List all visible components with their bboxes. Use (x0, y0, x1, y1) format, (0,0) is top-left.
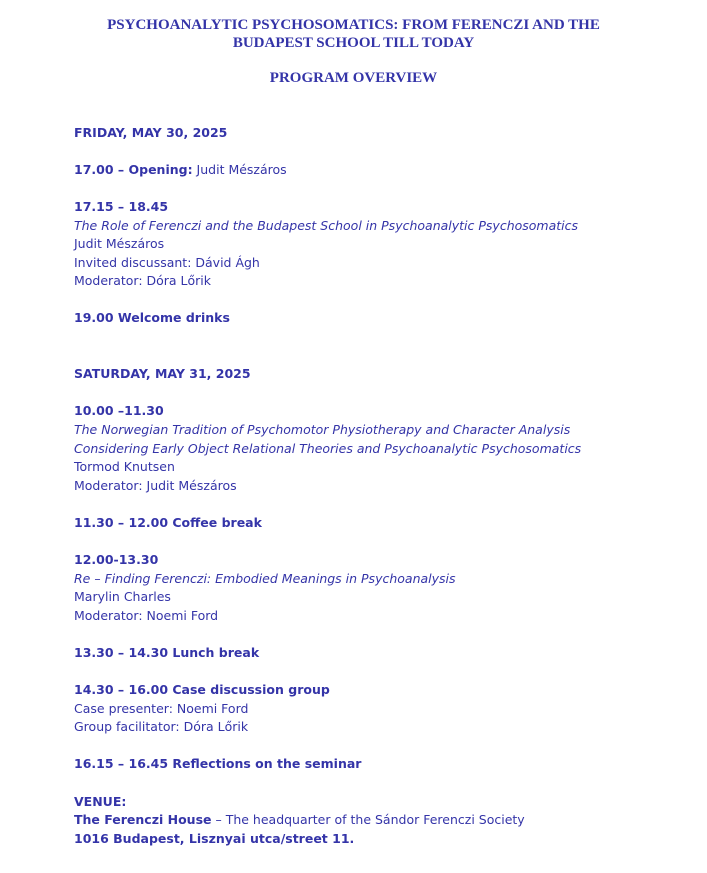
document-title-line-1: PSYCHOANALYTIC PSYCHOSOMATICS: FROM FERENCZI AND THE (107, 17, 600, 33)
session3-title: Re – Finding Ferenczi: Embodied Meanings in Psychoanalysis (74, 571, 456, 586)
session3-speaker: Marylin Charles (74, 589, 171, 604)
lunch-break: 13.30 – 14.30 Lunch break (74, 645, 260, 660)
session1-speaker: Judit Mészáros (74, 236, 165, 251)
opening-speaker: Judit Mészáros (192, 162, 287, 177)
session2-speaker: Tormod Knutsen (74, 459, 175, 474)
program-overview-heading: PROGRAM OVERVIEW (269, 70, 438, 86)
opening-time: 17.00 – Opening: (74, 162, 193, 177)
friday-heading: FRIDAY, MAY 30, 2025 (74, 125, 228, 140)
group-facilitator: Group facilitator: Dóra Lőrik (74, 719, 249, 734)
venue-line (74, 811, 525, 830)
document-title-line-2: BUDAPEST SCHOOL TILL TODAY (232, 35, 475, 51)
session2-title-line-1: The Norwegian Tradition of Psychomotor Physiotherapy and Character Analysis (74, 422, 571, 437)
session3-time: 12.00-13.30 (74, 552, 159, 567)
venue-label: VENUE: (74, 794, 127, 809)
venue-description: – The headquarter of the Sándor Ferenczi Society (211, 812, 525, 827)
reflections: 16.15 – 16.45 Reflections on the seminar (74, 756, 362, 771)
case-discussion-group: 14.30 – 16.00 Case discussion group (74, 682, 330, 697)
opening-line (74, 161, 287, 180)
coffee-break: 11.30 – 12.00 Coffee break (74, 515, 262, 530)
session1-discussant: Invited discussant: Dávid Ágh (74, 255, 260, 270)
session1-moderator: Moderator: Dóra Lőrik (74, 273, 212, 288)
session2-moderator: Moderator: Judit Mészáros (74, 478, 237, 493)
session1-time: 17.15 – 18.45 (74, 199, 169, 214)
welcome-drinks: 19.00 Welcome drinks (74, 310, 230, 325)
session1-title: The Role of Ferenczi and the Budapest School in Psychoanalytic Psychosomatics (74, 218, 579, 233)
session3-moderator: Moderator: Noemi Ford (74, 608, 219, 623)
session2-title-line-2: Considering Early Object Relational Theories and Psychoanalytic Psychosomatics (74, 441, 582, 456)
session2-time: 10.00 –11.30 (74, 403, 164, 418)
saturday-heading: SATURDAY, MAY 31, 2025 (74, 366, 251, 381)
venue-address: 1016 Budapest, Lisznyai utca/street 11. (74, 831, 355, 846)
case-presenter: Case presenter: Noemi Ford (74, 701, 249, 716)
venue-name: The Ferenczi House (74, 812, 212, 827)
